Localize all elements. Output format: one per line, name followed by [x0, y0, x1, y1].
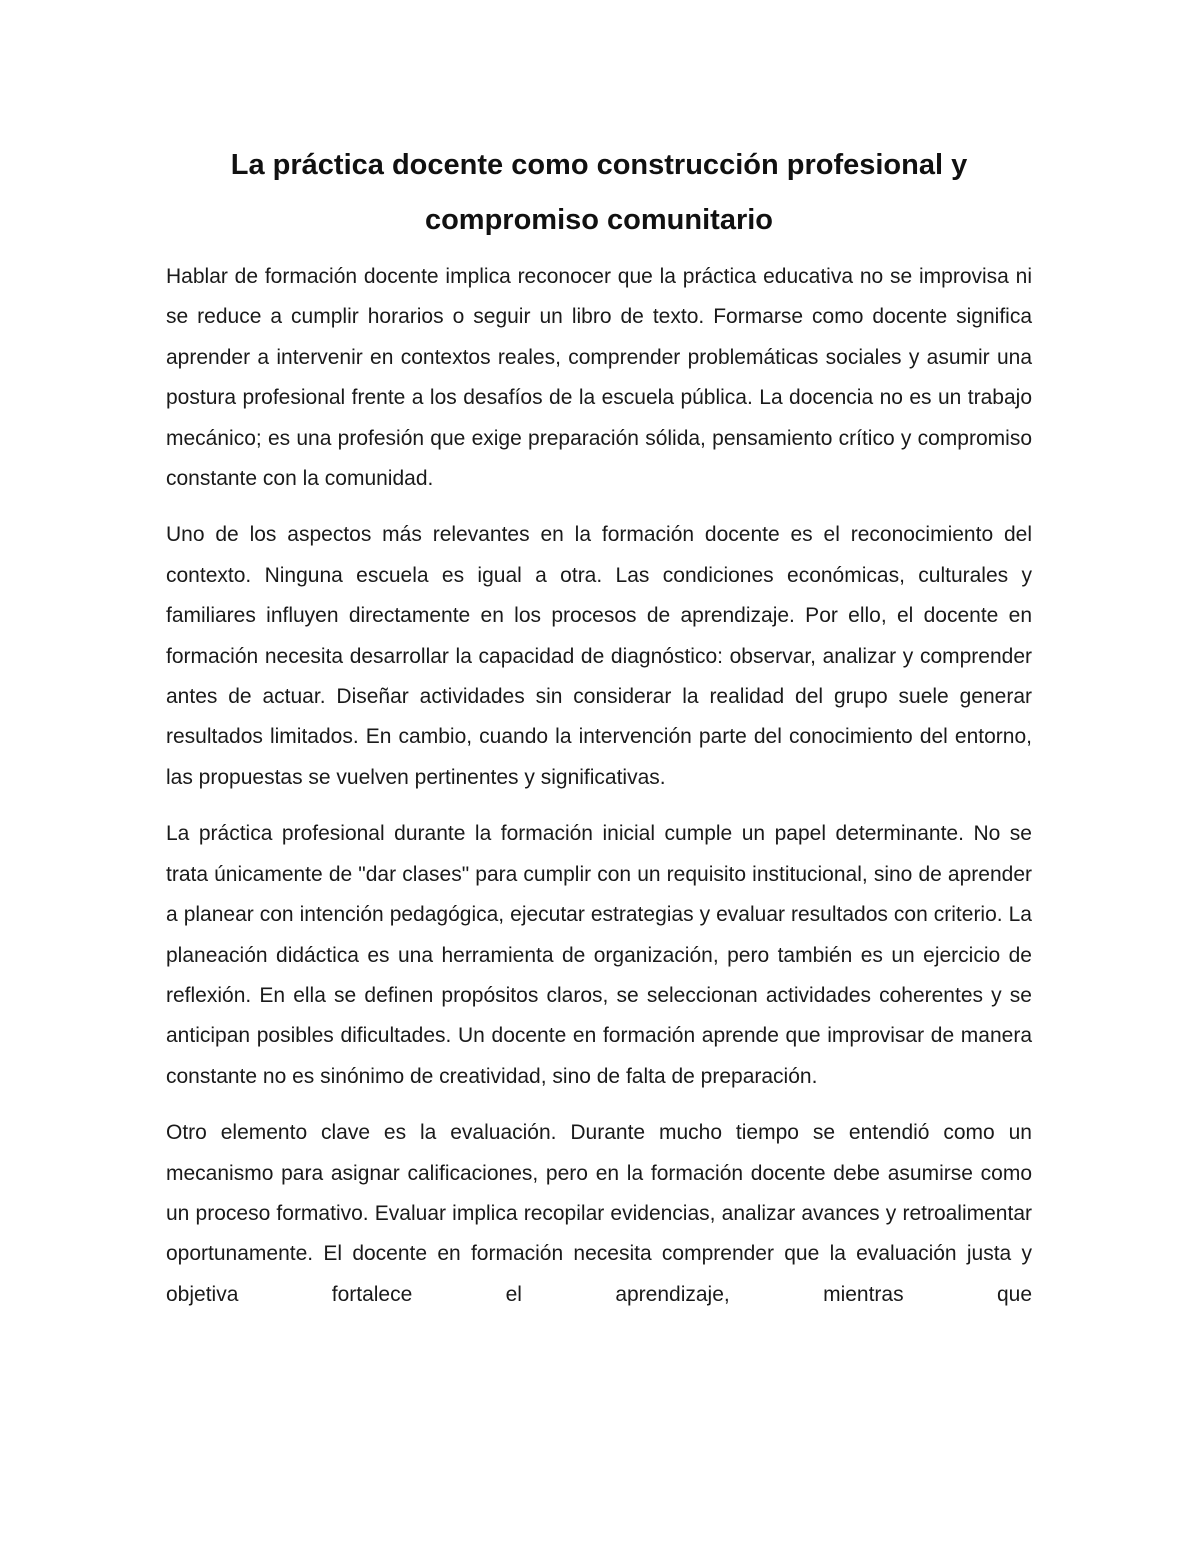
document-body [166, 257, 1032, 1315]
paragraph-2: Uno de los aspectos más relevantes en la formación docente es el reconocimiento del contexto. Ninguna escuela es igual a otra. Las condiciones económicas, culturales y familiares influyen directamente en los procesos de aprendizaje. Por ello, el docente en formación necesita desarrollar la capacidad de diagnóstico: observar, analizar y comprender antes de actuar. Diseñar actividades sin considerar la realidad del grupo suele generar resultados limitados. En cambio, cuando la intervención parte del conocimiento del entorno, las propuestas se vuelven pertinentes y significativas. [166, 523, 1032, 789]
paragraph-1: Hablar de formación docente implica reconocer que la práctica educativa no se improvisa ni se reduce a cumplir horarios o seguir un libro de texto. Formarse como docente significa aprender a intervenir en contextos reales, comprender problemáticas sociales y asumir una postura profesional frente a los desafíos de la escuela pública. La docencia no es un trabajo mecánico; es una profesión que exige preparación sólida, pensamiento crítico y compromiso constante con la comunidad. [166, 265, 1032, 491]
document-title: La práctica docente como construcción profesional y compromiso comunitario [230, 149, 968, 236]
paragraph-4: Otro elemento clave es la evaluación. Durante mucho tiempo se entendió como un mecanismo para asignar calificaciones, pero en la formación docente debe asumirse como un proceso formativo. Evaluar implica recopilar evidencias, analizar avances y retroalimentar oportunamente. El docente en formación necesita comprender que la evaluación justa y objetiva fortalece el aprendizaje, mientras que [166, 1121, 1032, 1306]
paragraph-3: La práctica profesional durante la formación inicial cumple un papel determinante. No se trata únicamente de "dar clases" para cumplir con un requisito institucional, sino de aprender a planear con intención pedagógica, ejecutar estrategias y evaluar resultados con criterio. La planeación didáctica es una herramienta de organización, pero también es un ejercicio de reflexión. En ella se definen propósitos claros, se seleccionan actividades coherentes y se anticipan posibles dificultades. Un docente en formación aprende que improvisar de manera constante no es sinónimo de creatividad, sino de falta de preparación. [166, 822, 1032, 1088]
